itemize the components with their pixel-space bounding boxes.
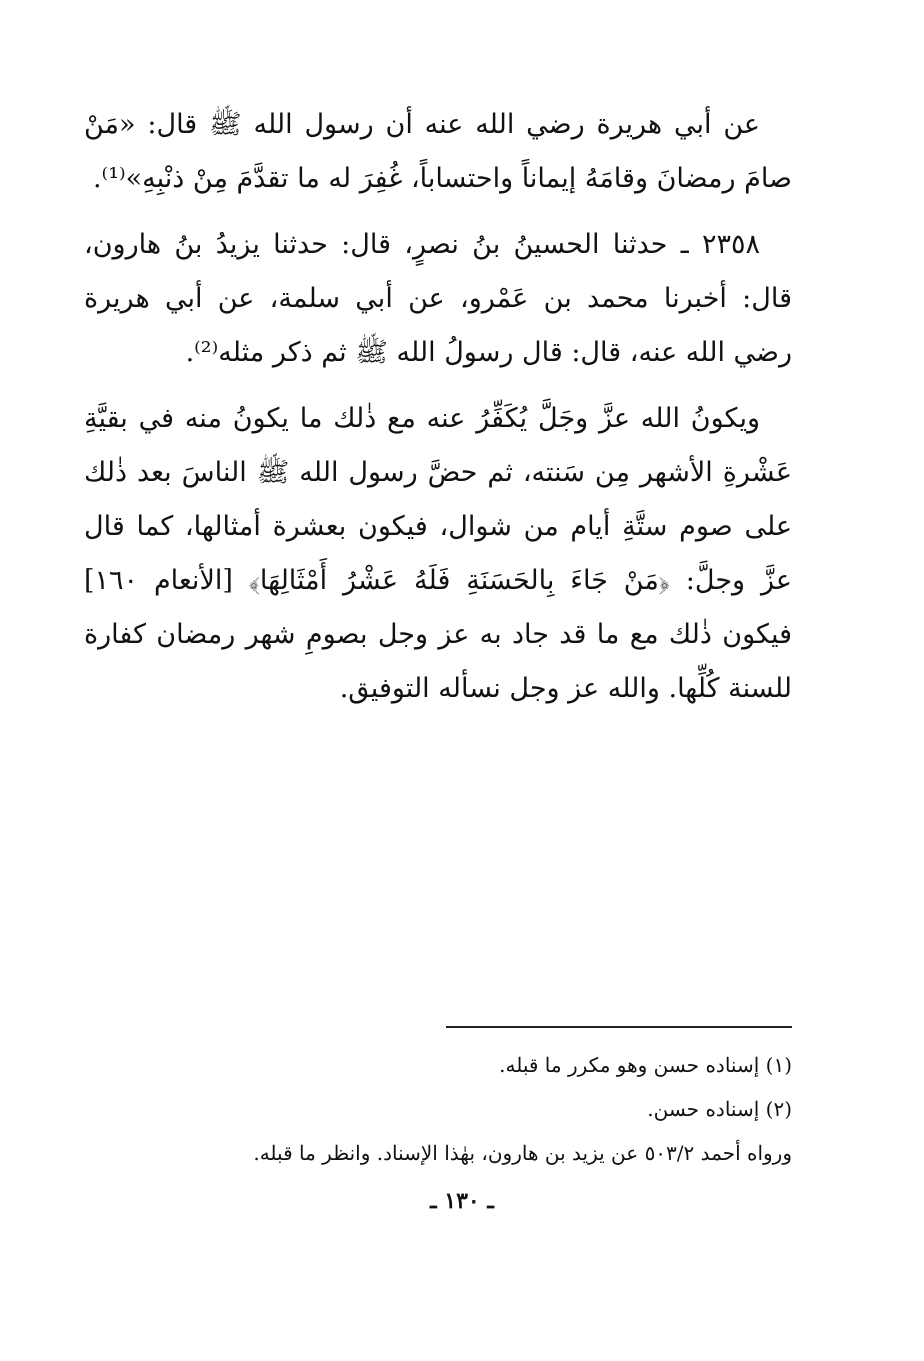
footnote-2: (٢) إسناده حسن. [647, 1097, 792, 1121]
footnote-divider [446, 1026, 792, 1028]
paragraph-hadith-2358: ٢٣٥٨ ـ حدثنا الحسينُ بنُ نصرٍ، قال: حدثنا يزيدُ بنُ هارون، قال: أخبرنا محمد بن عَمْرو، عن أبي سلمة، عن أبي هريرة رضي الله عنه، قال: قال رسولُ الله ﷺ ثم ذكر مثله⁽²⁾. [84, 229, 792, 368]
paragraph-hadith-intro: عن أبي هريرة رضي الله عنه أن رسول الله ﷺ قال: «مَنْ صامَ رمضانَ وقامَهُ إيماناً واحتساباً، غُفِرَ له ما تقدَّمَ مِنْ ذنْبِهِ»⁽¹⁾. [84, 109, 792, 194]
footnote-1: (١) إسناده حسن وهو مكرر ما قبله. [499, 1053, 792, 1077]
footnote-2-continuation: ورواه أحمد ٥٠٣/٢ عن يزيد بن هارون، بهٰذا الإسناد. وانظر ما قبله. [253, 1141, 792, 1165]
page-number: ـ ١٣٠ ـ [430, 1188, 494, 1214]
main-text [84, 98, 792, 728]
paragraph-commentary: ويكونُ الله عزَّ وجَلَّ يُكَفِّرُ عنه مع ذٰلك ما يكونُ منه في بقيَّةِ عَشْرةِ الأشهر مِن سَنته، ثم حضَّ رسول الله ﷺ الناسَ بعد ذٰلك على صوم ستَّةِ أيام من شوال، فيكون بعشرة أمثالها، كما قال عزَّ وجلَّ: ﴿مَنْ جَاءَ بِالحَسَنَةِ فَلَهُ عَشْرُ أَمْثَالِهَا﴾ [الأنعام ١٦٠] فيكون ذٰلك مع ما قد جاد به عز وجل بصومِ شهر رمضان كفارة للسنة كُلِّها. والله عز وجل نسأله التوفيق. [84, 403, 792, 704]
footnotes [84, 1043, 792, 1175]
